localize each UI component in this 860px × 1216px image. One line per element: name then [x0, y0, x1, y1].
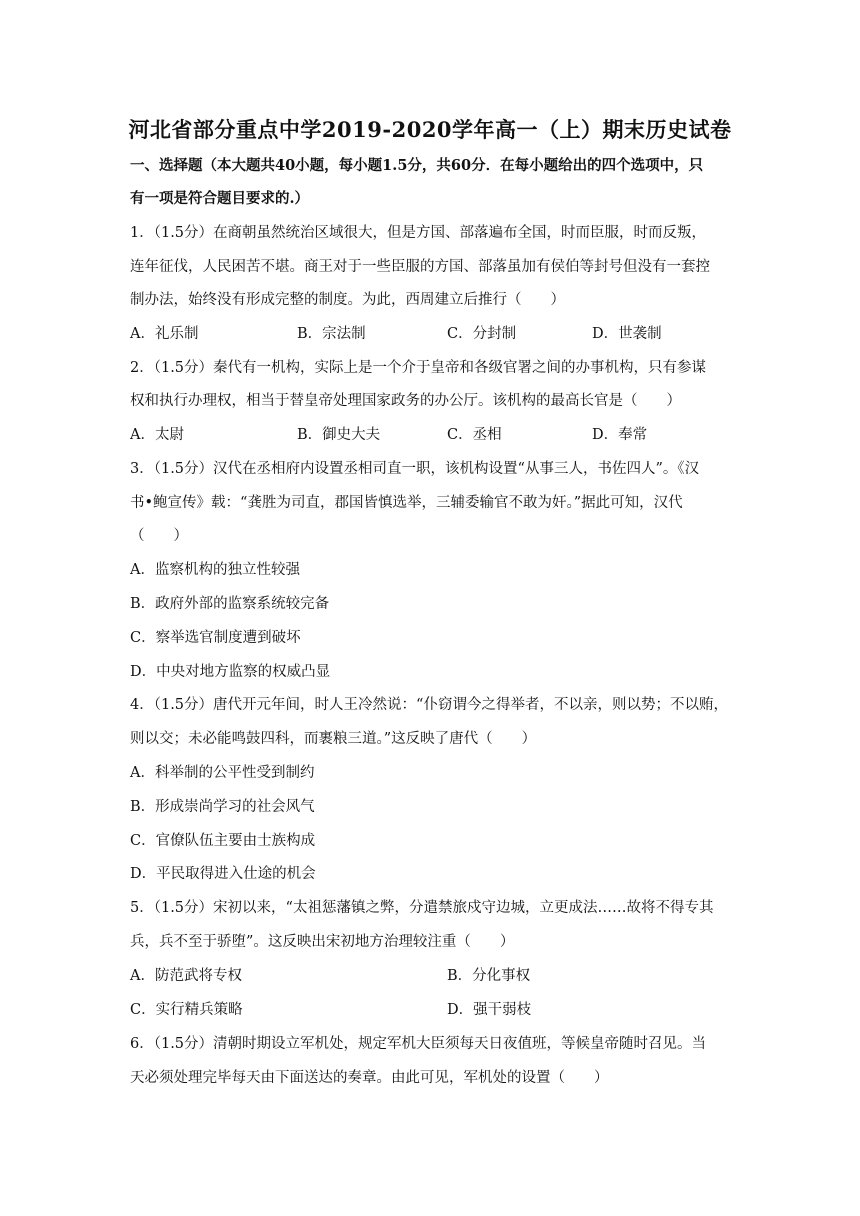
question-1-line-3: 制办法，始终没有形成完整的制度。为此，西周建立后推行（ ） [130, 292, 565, 308]
question-4-option-b: B．形成崇尚学习的社会风气 [130, 799, 315, 815]
question-4-option-d: D．平民取得进入仕途的机会 [130, 866, 316, 882]
question-1-line-2: 连年征伐，人民困苦不堪。商王对于一些臣服的方国、部落虽加有侯伯等封号但没有一套控 [130, 259, 710, 275]
question-5-line-2: 兵，兵不至于骄堕”。这反映出宋初地方治理较注重（ ） [130, 934, 515, 950]
question-2-option-d: D．奉常 [592, 427, 648, 443]
question-2-line-2: 权和执行办理权，相当于替皇帝处理国家政务的办公厅。该机构的最高长官是（ ） [130, 393, 681, 409]
question-5-option-a: A．防范武将专权 [130, 968, 242, 984]
question-3-option-d: D．中央对地方监察的权威凸显 [130, 664, 331, 680]
question-6-line-2: 天必须处理完毕每天由下面送达的奏章。由此可见，军机处的设置（ ） [130, 1070, 609, 1086]
question-2-option-c: C．丞相 [447, 427, 502, 443]
question-3-line-1: 3．（1.5分）汉代在丞相府内设置丞相司直一职，该机构设置“从事三人，书佐四人”。《汉 [130, 461, 700, 477]
question-6-line-1: 6．（1.5分）清朝时期设立军机处，规定军机大臣须每天日夜值班，等候皇帝随时召见。当 [130, 1036, 707, 1052]
question-2-line-1: 2．（1.5分）秦代有一机构，实际上是一个介于皇帝和各级官署之间的办事机构，只有参谋 [130, 360, 707, 376]
question-3-option-a: A．监察机构的独立性较强 [130, 562, 300, 578]
question-4-line-1: 4．（1.5分）唐代开元年间，时人王冷然说：“仆窃谓今之得举者，不以亲，则以势；不以贿， [130, 697, 728, 713]
question-1-option-d: D．世袭制 [592, 326, 662, 342]
question-5-option-d: D．强干弱枝 [447, 1002, 532, 1018]
question-1-line-1: 1．（1.5分）在商朝虽然统治区域很大，但是方国、部落遍布全国，时而臣服，时而反叛， [130, 225, 707, 241]
question-3-line-2: 书•鲍宣传》载：“龚胜为司直，郡国皆慎选举，三辅委输官不敢为奸。”据此可知，汉代 [130, 495, 683, 511]
section-header-line-1: 一、选择题（本大题共40小题，每小题1.5分，共60分．在每小题给出的四个选项中，只 [130, 157, 704, 174]
question-5-option-b: B．分化事权 [447, 968, 531, 984]
question-5-line-1: 5．（1.5分）宋初以来，“太祖惩藩镇之弊，分遣禁旅戍守边城，立更成法……故将不得专其 [130, 900, 714, 916]
question-4-line-2: 则以交；未必能鸣鼓四科，而裹粮三道。”这反映了唐代（ ） [130, 731, 537, 747]
exam-title: 河北省部分重点中学2019-2020学年高一（上）期末历史试卷 [128, 117, 732, 142]
question-1-option-c: C．分封制 [447, 326, 517, 342]
section-header-line-2: 有一项是符合题目要求的.） [130, 190, 310, 207]
question-1-option-a: A．礼乐制 [130, 326, 199, 342]
question-3-option-b: B．政府外部的监察系统较完备 [130, 596, 330, 612]
question-4-option-c: C．官僚队伍主要由士族构成 [130, 833, 316, 849]
question-3-option-c: C．察举选官制度遭到破坏 [130, 630, 301, 646]
question-2-option-b: B．御史大夫 [297, 427, 381, 443]
question-1-option-b: B．宗法制 [297, 326, 366, 342]
question-5-option-c: C．实行精兵策略 [130, 1002, 243, 1018]
question-4-option-a: A．科举制的公平性受到制约 [130, 765, 315, 781]
question-3-line-3: （ ） [130, 528, 188, 544]
question-2-option-a: A．太尉 [130, 427, 184, 443]
